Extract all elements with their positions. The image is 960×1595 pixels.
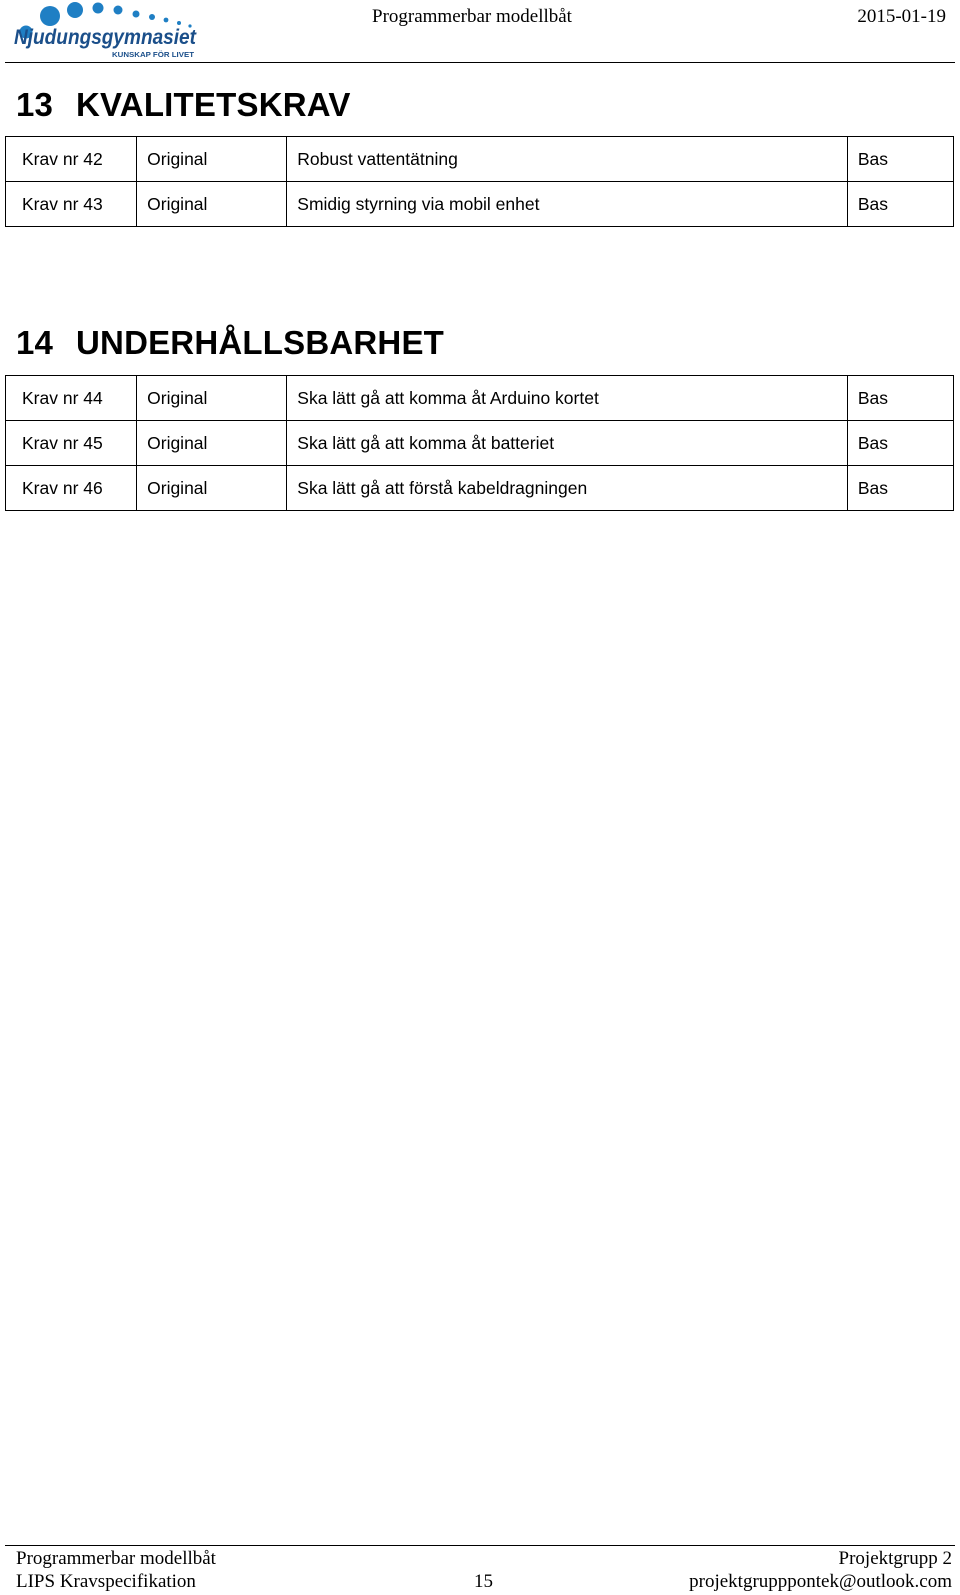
requirement-level: Bas [847, 376, 953, 421]
table-row [6, 466, 954, 511]
requirement-status: Original [137, 421, 287, 466]
section-number: 14 [16, 324, 54, 361]
logo-tagline: KUNSKAP FÖR LIVET [112, 50, 195, 59]
table-row [6, 421, 954, 466]
requirement-text: Ska lätt gå att förstå kabeldragningen [287, 466, 848, 511]
requirement-level: Bas [847, 421, 953, 466]
section-number: 13 [16, 86, 54, 123]
header-document-title: Programmerbar modellbåt [372, 6, 572, 27]
requirement-id: Krav nr 45 [6, 421, 137, 466]
table-row [6, 376, 954, 421]
footer-group-name: Projektgrupp 2 [838, 1548, 952, 1569]
footer-email: projektgrupppontek@outlook.com [689, 1571, 952, 1592]
requirement-text: Smidig styrning via mobil enhet [287, 182, 848, 227]
requirement-text: Robust vattentätning [287, 137, 848, 182]
header-divider [5, 62, 955, 63]
table-row [6, 137, 954, 182]
requirement-id: Krav nr 43 [6, 182, 137, 227]
page-number: 15 [474, 1571, 493, 1592]
requirement-level: Bas [847, 466, 953, 511]
requirement-status: Original [137, 376, 287, 421]
section-title: UNDERHÅLLSBARHET [76, 324, 445, 361]
requirement-id: Krav nr 46 [6, 466, 137, 511]
requirement-text: Ska lätt gå att komma åt Arduino kortet [287, 376, 848, 421]
requirement-id: Krav nr 44 [6, 376, 137, 421]
requirement-status: Original [137, 137, 287, 182]
school-logo [14, 2, 204, 60]
requirement-level: Bas [847, 182, 953, 227]
page-footer [0, 1546, 960, 1595]
section-heading-14 [16, 324, 444, 362]
header-date: 2015-01-19 [857, 6, 946, 27]
table-row [6, 182, 954, 227]
footer-document-type: LIPS Kravspecifikation [16, 1571, 196, 1592]
requirement-text: Ska lätt gå att komma åt batteriet [287, 421, 848, 466]
logo-name: Njudungsgymnasiet [14, 26, 197, 49]
page-header [0, 0, 960, 64]
section-title: KVALITETSKRAV [76, 86, 351, 123]
requirement-status: Original [137, 182, 287, 227]
requirements-table-underhallsbarhet [5, 375, 954, 511]
requirements-table-kvalitetskrav [5, 136, 954, 227]
section-heading-13 [16, 86, 351, 124]
requirement-level: Bas [847, 137, 953, 182]
requirement-status: Original [137, 466, 287, 511]
requirement-id: Krav nr 42 [6, 137, 137, 182]
footer-document-title: Programmerbar modellbåt [16, 1548, 216, 1569]
